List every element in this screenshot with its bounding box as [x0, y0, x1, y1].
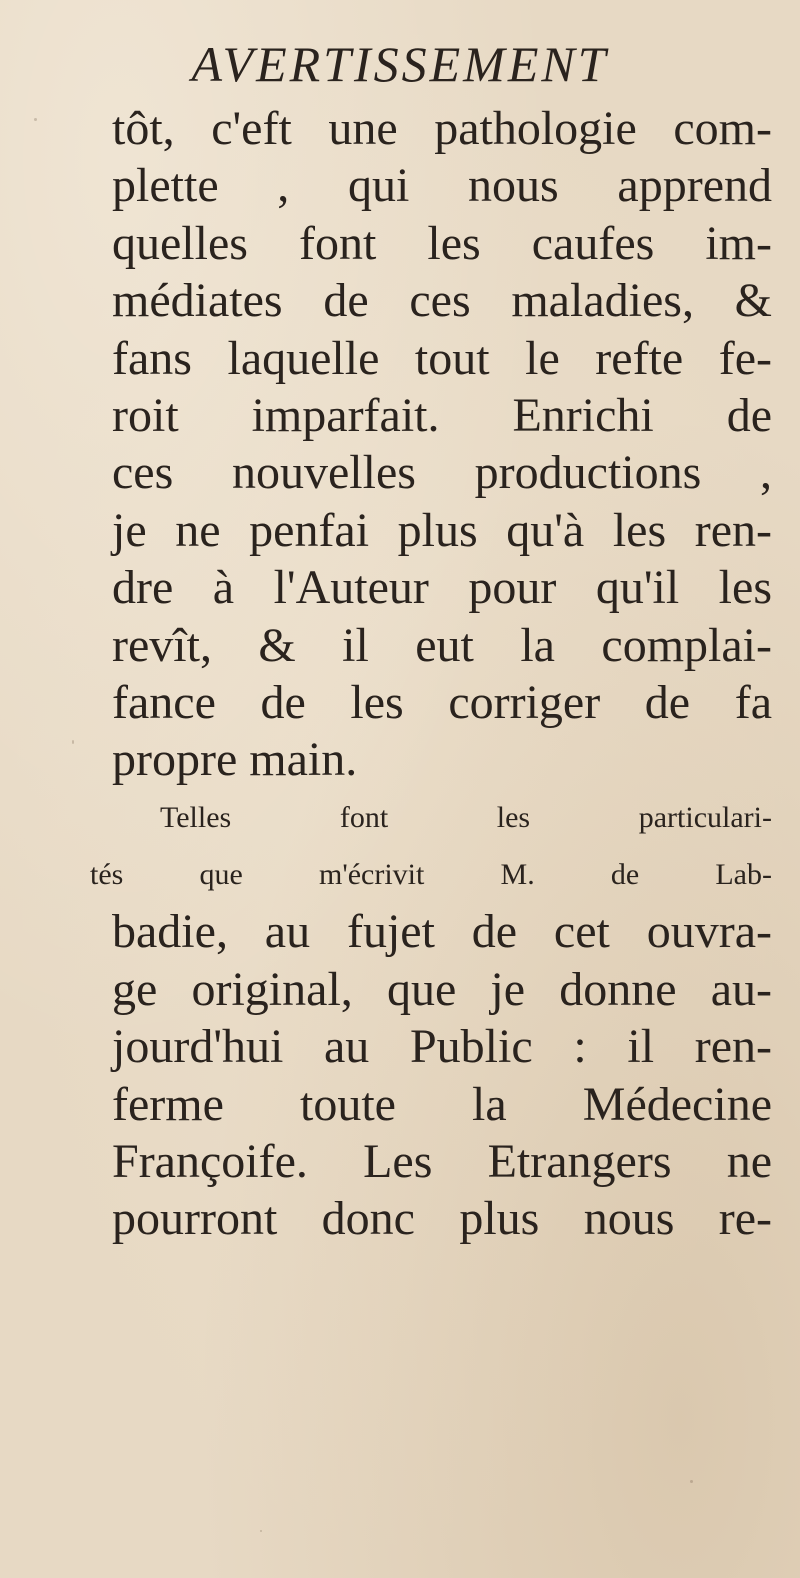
text-line-19: Françoife. Les Etrangers ne [112, 1135, 772, 1189]
text-line-11: fance de les corriger de fa [112, 675, 772, 729]
text-line-7: ces nouvelles productions , [112, 446, 772, 500]
text-line-1: tôt, c'eft une pathologie com- [112, 102, 772, 155]
text-line-16: ge original, que je donne au- [112, 962, 772, 1016]
text-line-2: plette , qui nous apprend [112, 159, 772, 213]
text-line-20: pourront donc plus nous re- [112, 1192, 772, 1246]
text-line-9: dre à l'Auteur pour qu'il les [112, 561, 772, 615]
text-line-4: médiates de ces maladies, & [112, 274, 772, 328]
text-line-18: ferme toute la Médecine [112, 1077, 772, 1131]
text-line-6: roit imparfait. Enrichi de [112, 388, 772, 442]
text-line-8: je ne penfai plus qu'à les ren- [112, 503, 772, 557]
text-line-12: propre main. [112, 733, 358, 787]
running-head-title: AVERTISSEMENT [191, 36, 609, 92]
paper-speck [72, 740, 74, 744]
text-line-14: tés que m'écrivit M. de Lab- [90, 858, 772, 892]
text-line-3: quelles font les caufes im- [112, 216, 772, 270]
body-text [90, 100, 772, 1248]
text-line-17: jourd'hui au Public : il ren- [112, 1020, 772, 1074]
paper-speck [260, 1530, 262, 1532]
text-line-5: fans laquelle tout le refte fe- [112, 331, 772, 385]
text-line-13: Telles font les particulari- [160, 800, 772, 834]
text-line-10: revît, & il eut la complai- [112, 618, 772, 672]
text-line-15: badie, au fujet de cet ouvra- [112, 905, 772, 959]
paper-speck [690, 1480, 693, 1483]
paper-speck [34, 118, 37, 121]
